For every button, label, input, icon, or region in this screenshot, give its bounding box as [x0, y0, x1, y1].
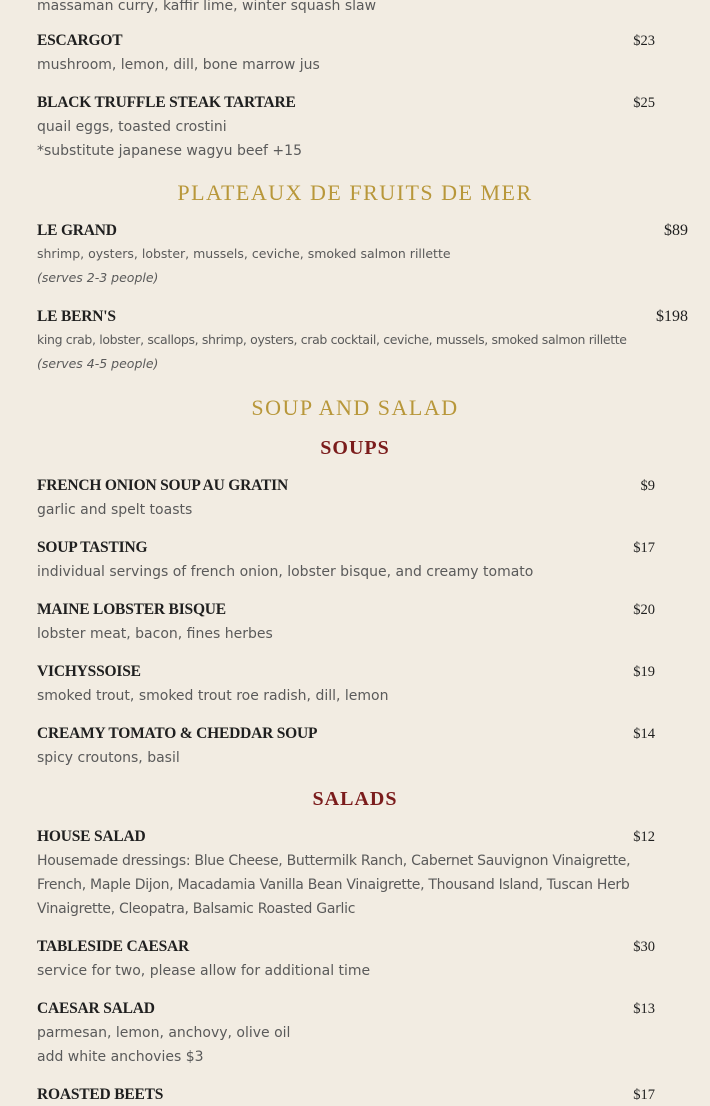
menu-item-description: Housemade dressings: Blue Cheese, Buttermilk Ranch, Cabernet Sauvignon Vinaigrette, French, Maple Dijon, Macadamia Vanilla Bean Vinaigrette, Thousand Island, Tuscan Herb Vinaigrette, Cleopatra, Balsamic Roasted Garlic: [37, 853, 631, 917]
menu-item-name: LE GRAND: [37, 222, 117, 239]
menu-item-name: VICHYSSOISE: [37, 663, 141, 680]
menu-item-name: SOUP TASTING: [37, 539, 148, 556]
menu-item-description: shrimp, oysters, lobster, mussels, ceviche, smoked salmon rillette: [37, 246, 451, 261]
menu-item-description: king crab, lobster, scallops, shrimp, oysters, crab cocktail, ceviche, mussels, smoked salmon rillette: [37, 332, 627, 347]
menu-item-name: HOUSE SALAD: [37, 828, 146, 845]
subsection-title-salads: SALADS: [312, 788, 398, 810]
section-title-plateaux: PLATEAUX DE FRUITS DE MER: [177, 180, 533, 205]
subsection-title-soups: SOUPS: [320, 437, 390, 459]
menu-item-price: $17: [633, 540, 655, 556]
menu-item-name: MAINE LOBSTER BISQUE: [37, 601, 226, 618]
menu-item-serves: (serves 4-5 people): [37, 356, 159, 371]
section-title-soup-salad: SOUP AND SALAD: [251, 395, 459, 420]
menu-item-name: FRENCH ONION SOUP AU GRATIN: [37, 477, 288, 494]
menu-item-price: $12: [633, 829, 655, 845]
menu-item-price: $13: [633, 1001, 655, 1017]
menu-item-description: lobster meat, bacon, fines herbes: [37, 626, 273, 642]
menu-item-price: $198: [656, 308, 688, 325]
menu-item-note: *substitute japanese wagyu beef +15: [37, 143, 302, 159]
menu-item-description: parmesan, lemon, anchovy, olive oil: [37, 1025, 291, 1041]
menu-item-name: ESCARGOT: [37, 32, 123, 49]
menu-item-description: service for two, please allow for additional time: [37, 963, 371, 979]
menu-item-price: $19: [633, 664, 655, 680]
menu-item-description: garlic and spelt toasts: [37, 502, 193, 518]
menu-item-price: $25: [633, 95, 655, 111]
menu-item-name: TABLESIDE CAESAR: [37, 938, 189, 955]
menu-item-price: $30: [633, 939, 655, 955]
menu-item-description: individual servings of french onion, lobster bisque, and creamy tomato: [37, 564, 534, 580]
menu-item-name: CREAMY TOMATO & CHEDDAR SOUP: [37, 725, 318, 742]
menu-item-name: LE BERN'S: [37, 308, 116, 325]
menu-item-description: massaman curry, kaffir lime, winter squash slaw: [37, 0, 377, 14]
menu-item-name: BLACK TRUFFLE STEAK TARTARE: [37, 94, 296, 111]
menu-item-price: $20: [633, 602, 655, 618]
menu-item-price: $9: [640, 478, 655, 494]
menu-item-price: $14: [633, 726, 655, 742]
menu-item-note: add white anchovies $3: [37, 1049, 204, 1065]
menu-item-name: ROASTED BEETS: [37, 1086, 164, 1103]
menu-item-price: $89: [664, 222, 688, 239]
menu-item-description: mushroom, lemon, dill, bone marrow jus: [37, 57, 320, 73]
menu-item-serves: (serves 2-3 people): [37, 270, 159, 285]
menu-item-description: smoked trout, smoked trout roe radish, dill, lemon: [37, 688, 389, 704]
menu-item-description: quail eggs, toasted crostini: [37, 119, 227, 135]
menu-item-price: $17: [633, 1087, 655, 1103]
menu-item-price: $23: [633, 33, 655, 49]
menu-item-description: spicy croutons, basil: [37, 750, 180, 766]
menu-item-name: CAESAR SALAD: [37, 1000, 155, 1017]
